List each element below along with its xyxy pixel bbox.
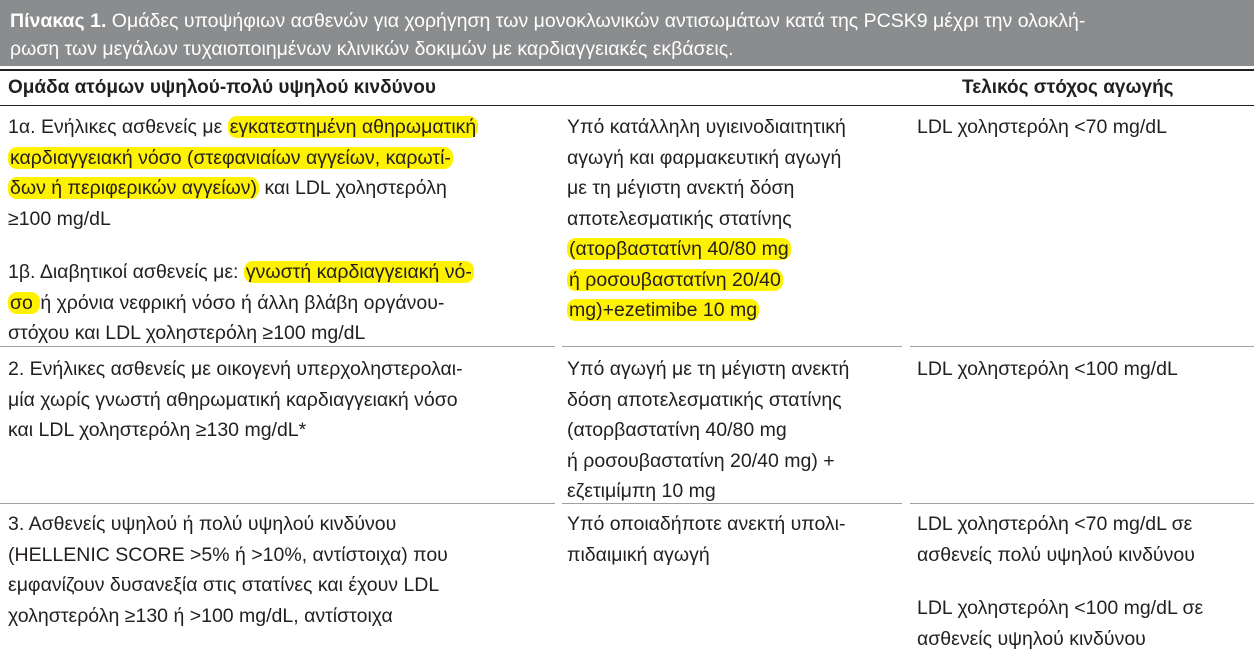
caption-text-2: ρωση των μεγάλων τυχαιοποιημένων κλινικών δοκιμών με καρδιαγγειακές εκβάσεις.: [10, 38, 734, 60]
row-3-condition-text: πιδαιμική αγωγή: [567, 543, 710, 566]
row-2-text: 2. Ενήλικες ασθενείς με οικογενή υπερχοληστερολαι-: [8, 358, 463, 380]
row-2-target-text: LDL χοληστερόλη <100 mg/dL: [917, 358, 1178, 380]
row-2-group: [8, 354, 463, 446]
row-2-target: [917, 354, 1178, 385]
row-1a-group: [8, 112, 478, 234]
row-1a-text: ≥100 mg/dL: [8, 207, 111, 230]
row-divider: [910, 503, 1254, 504]
row-3-text: (HELLENIC SCORE >5% ή >10%, αντίστοιχα) που: [8, 543, 448, 566]
row-divider: [0, 346, 555, 347]
row-1a-text: 1α. Ενήλικες ασθενείς με: [8, 116, 228, 138]
row-2-condition-text: εζετιμίμπη 10 mg: [567, 480, 716, 502]
row-2-text: μία χωρίς γνωστή αθηρωματική καρδιαγγειακή νόσο: [8, 388, 458, 411]
row-2-condition-text: ή ροσουβαστατίνη 20/40 mg) +: [567, 449, 835, 472]
row-2-condition-text: (ατορβαστατίνη 40/80 mg: [567, 419, 787, 441]
row-1-condition-text: με τη μέγιστη ανεκτή δόση: [567, 177, 795, 199]
row-2-condition-text: δόση αποτελεσματικής στατίνης: [567, 388, 842, 411]
row-2-text: και LDL χοληστερόλη ≥130 mg/dL*: [8, 419, 307, 441]
row-divider: [910, 346, 1254, 347]
column-header-group: Ομάδα ατόμων υψηλού-πολύ υψηλού κινδύνου: [8, 77, 436, 98]
row-3-target-text: ασθενείς υψηλού κινδύνου: [917, 627, 1146, 650]
caption-label: Πίνακας 1.: [10, 10, 107, 32]
row-3-condition: [567, 509, 846, 570]
table-caption: [0, 0, 1254, 66]
row-2-condition-text: Υπό αγωγή με τη μέγιστη ανεκτή: [567, 358, 850, 380]
highlight: γνωστή καρδιαγγειακή νό-: [245, 261, 472, 283]
row-divider: [0, 503, 555, 504]
highlight: καρδιαγγειακή νόσο (στεφανιαίων αγγείων, καρωτί-: [10, 146, 451, 169]
row-2-condition: [567, 354, 849, 507]
highlight: εγκατεστημένη αθηρωματική: [229, 116, 477, 138]
header-bottom-rule: [0, 105, 1254, 106]
row-divider: [562, 346, 902, 347]
caption-text-1: Ομάδες υποψήφιων ασθενών για χορήγηση των μονοκλωνικών αντισωμάτων κατά της PCSK9 μέχρι την ολοκλή-: [111, 10, 1086, 32]
highlight: (ατορβαστατίνη 40/80 mg: [569, 238, 789, 260]
row-1-condition-text: Υπό κατάλληλη υγιεινοδιαιτητική: [567, 116, 846, 138]
row-1-condition: [567, 112, 846, 326]
row-3-target-text: LDL χοληστερόλη <100 mg/dL σε: [917, 597, 1204, 619]
row-3-text: χοληστερόλη ≥130 ή >100 mg/dL, αντίστοιχα: [8, 604, 393, 627]
row-3-condition-text: Υπό οποιαδήποτε ανεκτή υπολι-: [567, 513, 846, 535]
row-3-text: εμφανίζουν δυσανεξία στις στατίνες και έχουν LDL: [8, 574, 440, 596]
highlight: mg)+ezetimibe 10 mg: [569, 299, 758, 321]
row-3-target-text: ασθενείς πολύ υψηλού κινδύνου: [917, 543, 1195, 566]
highlight: σο: [10, 291, 39, 314]
row-1b-text: στόχου και LDL χοληστερόλη ≥100 mg/dL: [8, 322, 366, 344]
row-divider: [562, 503, 902, 504]
header-top-rule: [0, 69, 1254, 71]
row-1b-group: [8, 257, 474, 349]
row-1-target: [917, 112, 1167, 143]
row-1-condition-text: αποτελεσματικής στατίνης: [567, 207, 792, 230]
row-3-group: [8, 509, 448, 631]
caption-line-1: [10, 7, 1244, 35]
row-3-target-very-high: [917, 509, 1195, 570]
row-3-target-high: [917, 593, 1203, 654]
row-1-condition-text: αγωγή και φαρμακευτική αγωγή: [567, 146, 842, 169]
row-3-target-text: LDL χοληστερόλη <70 mg/dL σε: [917, 513, 1193, 535]
row-3-text: 3. Ασθενείς υψηλού ή πολύ υψηλού κινδύνου: [8, 513, 397, 535]
highlight: δων ή περιφερικών αγγείων): [10, 177, 258, 199]
row-1b-text: 1β. Διαβητικοί ασθενείς με:: [8, 261, 244, 283]
row-1-target-text: LDL χοληστερόλη <70 mg/dL: [917, 116, 1167, 138]
column-header-target: Τελικός στόχος αγωγής: [962, 77, 1174, 98]
row-1b-text: ή χρόνια νεφρική νόσο ή άλλη βλάβη οργάνου-: [40, 291, 445, 314]
highlight: ή ροσουβαστατίνη 20/40: [569, 268, 781, 291]
row-1a-text: και LDL χοληστερόλη: [259, 177, 447, 199]
